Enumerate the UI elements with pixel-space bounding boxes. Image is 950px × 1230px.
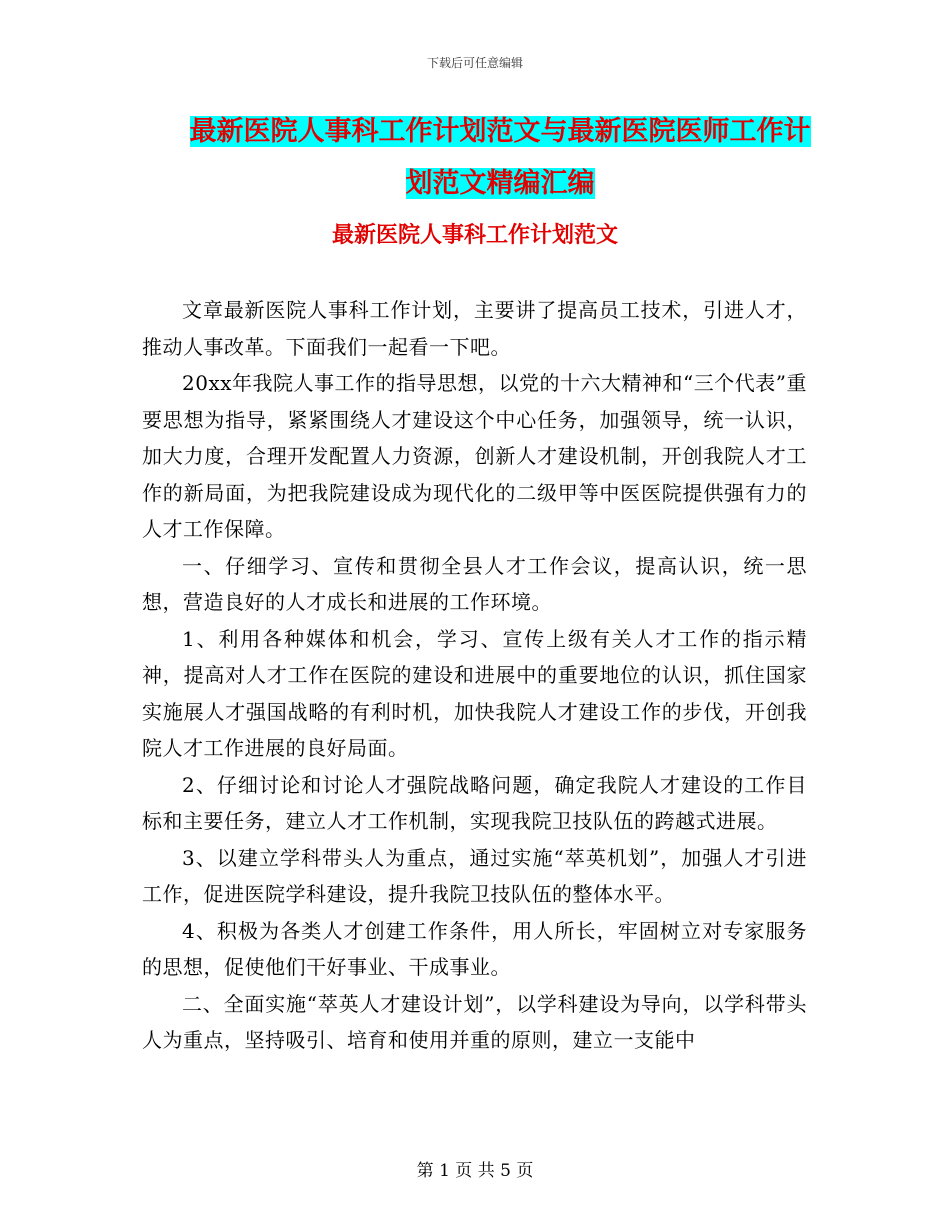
paragraph: 二、全面实施“萃英人才建设计划”，以学科建设为导向，以学科带头人为重点，坚持吸引、培育和使用并重的原则，建立一支能中 [142,991,807,1052]
paragraph: 4、积极为各类人才创建工作条件，用人所长，牢固树立对专家服务的思想，促使他们干好事业、干成事业。 [142,918,807,979]
body-text [142,292,807,1059]
paragraph: 2、仔细讨论和讨论人才强院战略问题，确定我院人才建设的工作目标和主要任务，建立人才工作机制，实现我院卫技队伍的跨越式进展。 [142,772,807,833]
section-title: 最新医院人事科工作计划范文 [331,222,618,248]
paragraph: 1、利用各种媒体和机会，学习、宣传上级有关人才工作的指示精神，提高对人才工作在医院的建设和进展中的重要地位的认识，抓住国家实施展人才强国战略的有利时机，加快我院人才建设工作的步伐，开创我院人才工作进展的良好局面。 [142,626,807,760]
paragraph: 20xx年我院人事工作的指导思想，以党的十六大精神和“三个代表”重要思想为指导，紧紧围绕人才建设这个中心任务，加强领导，统一认识，加大力度，合理开发配置人力资源，创新人才建设机制，开创我院人才工作的新局面，为把我院建设成为现代化的二级甲等中医医院提供强有力的人才工作保障。 [142,371,807,541]
document-title [150,106,850,210]
document-title-line-1: 最新医院人事科工作计划范文与最新医院医师工作计 [189,116,811,147]
page-footer: 第 1 页 共 5 页 [416,1161,534,1181]
paragraph: 一、仔细学习、宣传和贯彻全县人才工作会议，提高认识，统一思想，营造良好的人才成长和进展的工作环境。 [142,553,807,614]
document-title-line-2: 划范文精编汇编 [405,168,595,199]
paragraph: 3、以建立学科带头人为重点，通过实施“萃英机划”，加强人才引进工作，促进医院学科建设，提升我院卫技队伍的整体水平。 [142,845,807,906]
header-note: 下载后可任意编辑 [426,56,523,70]
paragraph: 文章最新医院人事科工作计划，主要讲了提高员工技术，引进人才，推动人事改革。下面我们一起看一下吧。 [142,298,807,359]
